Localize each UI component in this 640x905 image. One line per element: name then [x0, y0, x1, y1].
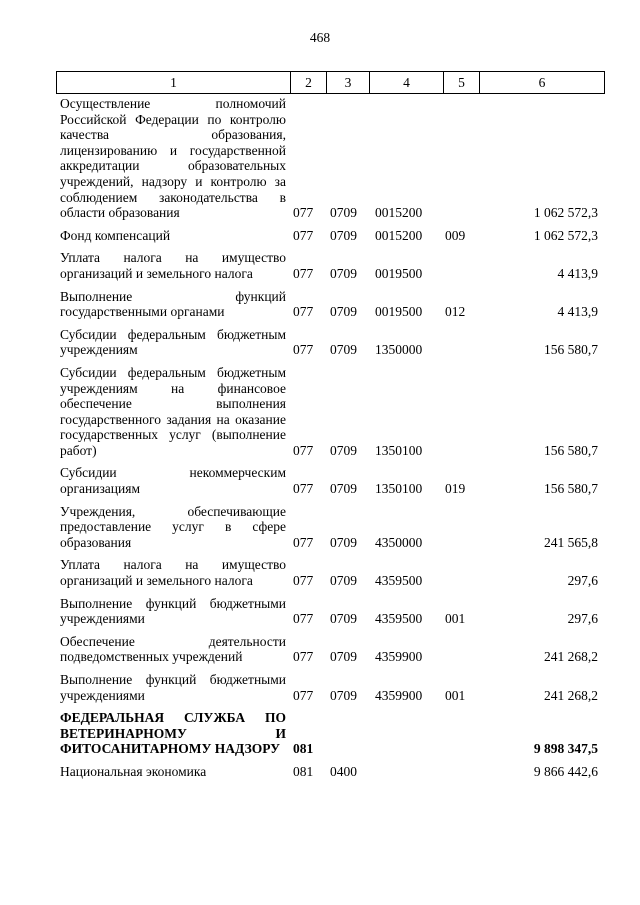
table-row — [56, 764, 604, 780]
row-name: Выполнение функций государственными органами — [60, 288, 286, 320]
row-amount: 9 898 347,5 — [533, 741, 598, 757]
row-name: Осуществление полномочий Российской Федерации по контролю качества образования, лицензированию и государственной аккредитации образовательных учреждений, надзору и контролю за соблюдением законодательства в области образования — [60, 96, 286, 221]
table-row — [56, 634, 604, 665]
row-name: Выполнение функций бюджетными учреждениями — [60, 595, 286, 627]
row-section-code: 0709 — [330, 534, 357, 550]
row-amount: 156 580,7 — [544, 481, 598, 497]
budget-table-body — [56, 96, 604, 787]
row-section-code: 0709 — [330, 649, 357, 665]
row-name: ФЕДЕРАЛЬНАЯ СЛУЖБА ПО ВЕТЕРИНАРНОМУ И ФИТОСАНИТАРНОМУ НАДЗОРУ — [60, 710, 286, 757]
row-name: Субсидии федеральным бюджетным учреждениям — [60, 326, 286, 358]
row-amount: 297,6 — [567, 573, 598, 589]
row-section-code: 0709 — [330, 481, 357, 497]
row-chapter-code: 077 — [293, 481, 314, 497]
row-chapter-code: 081 — [293, 763, 314, 779]
row-target-article: 4359900 — [375, 687, 423, 703]
table-row — [56, 327, 604, 358]
row-amount: 241 268,2 — [544, 649, 598, 665]
row-expense-type: 019 — [445, 481, 466, 497]
page-number: 468 — [309, 30, 331, 45]
column-header-2: 2 — [291, 72, 327, 94]
table-row — [56, 504, 604, 551]
row-name: Субсидии некоммерческим организациям — [60, 465, 286, 497]
row-section-code: 0709 — [330, 304, 357, 320]
row-target-article: 4359500 — [375, 611, 423, 627]
table-row — [56, 465, 604, 496]
row-chapter-code: 077 — [293, 442, 314, 458]
row-expense-type: 009 — [445, 227, 466, 243]
column-header-3: 3 — [327, 72, 370, 94]
row-amount: 9 866 442,6 — [533, 763, 598, 779]
row-expense-type: 001 — [445, 687, 466, 703]
row-target-article: 1350000 — [375, 342, 423, 358]
row-target-article: 1350100 — [375, 442, 423, 458]
table-row — [56, 672, 604, 703]
row-section-code: 0709 — [330, 205, 357, 221]
row-target-article: 0019500 — [375, 265, 423, 281]
table-row — [56, 365, 604, 459]
row-chapter-code: 077 — [293, 342, 314, 358]
table-row — [56, 96, 604, 221]
row-amount: 4 413,9 — [557, 304, 598, 320]
row-section-code: 0709 — [330, 442, 357, 458]
row-amount: 4 413,9 — [557, 265, 598, 281]
table-row — [56, 228, 604, 244]
table-row — [56, 250, 604, 281]
row-chapter-code: 077 — [293, 649, 314, 665]
row-chapter-code: 077 — [293, 534, 314, 550]
row-name: Уплата налога на имущество организаций и земельного налога — [60, 250, 286, 281]
row-amount: 156 580,7 — [544, 342, 598, 358]
row-expense-type: 001 — [445, 611, 466, 627]
table-row — [56, 289, 604, 320]
row-chapter-code: 077 — [293, 304, 314, 320]
row-amount: 241 565,8 — [544, 534, 598, 550]
row-name: Учреждения, обеспечивающие предоставление услуг в сфере образования — [60, 503, 286, 550]
row-chapter-code: 077 — [293, 265, 314, 281]
row-chapter-code: 077 — [293, 205, 314, 221]
row-chapter-code: 077 — [293, 573, 314, 589]
row-target-article: 4359500 — [375, 573, 423, 589]
row-name: Национальная экономика — [60, 763, 207, 779]
row-amount: 1 062 572,3 — [533, 205, 598, 221]
row-name: Обеспечение деятельности подведомственных учреждений — [60, 633, 286, 665]
row-name: Субсидии федеральным бюджетным учреждениям на финансовое обеспечение выполнения государственного задания на оказание государственных услуг (выполнение работ) — [60, 364, 286, 458]
row-section-code: 0709 — [330, 227, 357, 243]
row-section-code: 0709 — [330, 573, 357, 589]
row-chapter-code: 081 — [293, 741, 314, 757]
row-target-article: 4359900 — [375, 649, 423, 665]
row-section-code: 0709 — [330, 611, 357, 627]
row-chapter-code: 077 — [293, 687, 314, 703]
table-row — [56, 596, 604, 627]
row-target-article: 0019500 — [375, 304, 423, 320]
column-header-5: 5 — [444, 72, 480, 94]
row-name: Фонд компенсаций — [60, 227, 171, 243]
row-target-article: 4350000 — [375, 534, 423, 550]
row-section-code: 0709 — [330, 265, 357, 281]
column-header-4: 4 — [370, 72, 444, 94]
row-chapter-code: 077 — [293, 611, 314, 627]
row-amount: 1 062 572,3 — [533, 227, 598, 243]
row-chapter-code: 077 — [293, 227, 314, 243]
table-row-section-heading — [56, 710, 604, 757]
row-name: Выполнение функций бюджетными учреждениями — [60, 672, 286, 703]
row-target-article: 0015200 — [375, 227, 423, 243]
row-amount: 241 268,2 — [544, 687, 598, 703]
row-section-code: 0400 — [330, 763, 357, 779]
table-header — [56, 71, 605, 94]
row-amount: 156 580,7 — [544, 442, 598, 458]
row-name: Уплата налога на имущество организаций и земельного налога — [60, 557, 286, 589]
row-section-code: 0709 — [330, 342, 357, 358]
table-row — [56, 557, 604, 588]
column-header-1: 1 — [57, 72, 291, 94]
row-amount: 297,6 — [567, 611, 598, 627]
row-target-article: 0015200 — [375, 205, 423, 221]
row-section-code: 0709 — [330, 687, 357, 703]
column-header-6: 6 — [480, 72, 605, 94]
row-expense-type: 012 — [445, 304, 466, 320]
row-target-article: 1350100 — [375, 481, 423, 497]
